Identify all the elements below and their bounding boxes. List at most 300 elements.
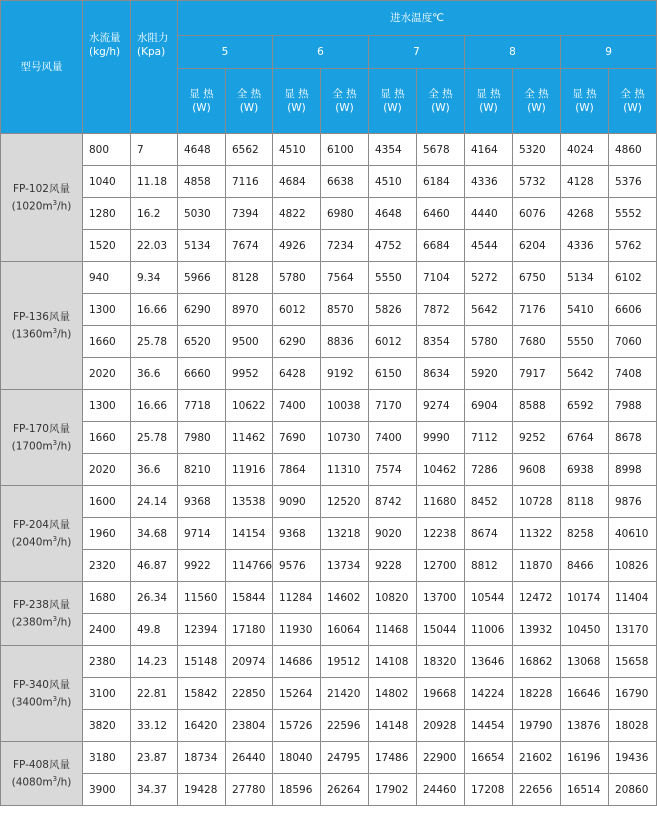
resistance-cell: 34.37 <box>131 774 178 806</box>
capacity-cell: 20928 <box>417 710 465 742</box>
capacity-cell: 11468 <box>369 614 417 646</box>
resistance-cell: 46.87 <box>131 550 178 582</box>
capacity-cell: 6660 <box>178 358 226 390</box>
model-cell <box>1 582 83 646</box>
header-total-unit: (W) <box>527 102 546 114</box>
header-model: 型号风量 <box>1 1 83 134</box>
capacity-cell: 8354 <box>417 326 465 358</box>
capacity-cell: 6150 <box>369 358 417 390</box>
header-total-label: 全 热 <box>236 88 262 100</box>
table-row <box>1 742 657 774</box>
table-row <box>1 198 657 230</box>
capacity-cell: 9228 <box>369 550 417 582</box>
capacity-cell: 26264 <box>321 774 369 806</box>
capacity-cell: 16064 <box>321 614 369 646</box>
capacity-cell: 6290 <box>178 294 226 326</box>
capacity-cell: 10462 <box>417 454 465 486</box>
airflow-exponent: 3 <box>52 534 58 543</box>
capacity-cell: 8258 <box>561 518 609 550</box>
capacity-cell: 7718 <box>178 390 226 422</box>
capacity-cell: 15842 <box>178 678 226 710</box>
capacity-cell: 13646 <box>465 646 513 678</box>
capacity-cell: 10544 <box>465 582 513 614</box>
capacity-cell: 8634 <box>417 358 465 390</box>
capacity-cell: 6980 <box>321 198 369 230</box>
header-flow <box>83 1 131 134</box>
airflow-exponent: 3 <box>52 694 58 703</box>
capacity-cell: 9368 <box>273 518 321 550</box>
model-name: FP-238风量 <box>13 598 70 611</box>
flow-cell: 2380 <box>83 646 131 678</box>
capacity-cell: 14108 <box>369 646 417 678</box>
resistance-cell: 49.8 <box>131 614 178 646</box>
capacity-cell: 10730 <box>321 422 369 454</box>
model-name: FP-170风量 <box>13 422 70 435</box>
capacity-cell: 22656 <box>513 774 561 806</box>
capacity-cell: 4024 <box>561 134 609 166</box>
capacity-cell: 5678 <box>417 134 465 166</box>
capacity-cell: 19428 <box>178 774 226 806</box>
capacity-cell: 4544 <box>465 230 513 262</box>
capacity-cell: 7574 <box>369 454 417 486</box>
capacity-cell: 40610 <box>609 518 657 550</box>
model-name: FP-408风量 <box>13 758 70 771</box>
capacity-cell: 15264 <box>273 678 321 710</box>
header-total-unit: (W) <box>431 102 450 114</box>
capacity-cell: 4128 <box>561 166 609 198</box>
table-row <box>1 774 657 806</box>
capacity-cell: 16654 <box>465 742 513 774</box>
header-temp-8: 8 <box>465 36 561 69</box>
table-row <box>1 454 657 486</box>
airflow-exponent: 3 <box>52 774 58 783</box>
flow-cell: 940 <box>83 262 131 294</box>
header-temp-7: 7 <box>369 36 465 69</box>
capacity-cell: 11930 <box>273 614 321 646</box>
capacity-cell: 5550 <box>561 326 609 358</box>
airflow-unit: /h) <box>57 200 72 213</box>
model-name: FP-102风量 <box>13 182 70 195</box>
capacity-cell: 20974 <box>226 646 273 678</box>
capacity-cell: 12394 <box>178 614 226 646</box>
capacity-cell: 14148 <box>369 710 417 742</box>
flow-cell: 1300 <box>83 294 131 326</box>
capacity-cell: 9608 <box>513 454 561 486</box>
capacity-cell: 21602 <box>513 742 561 774</box>
capacity-cell: 6290 <box>273 326 321 358</box>
flow-cell: 1040 <box>83 166 131 198</box>
capacity-cell: 8812 <box>465 550 513 582</box>
capacity-cell: 4354 <box>369 134 417 166</box>
capacity-cell: 7060 <box>609 326 657 358</box>
model-cell <box>1 646 83 742</box>
model-name: FP-136风量 <box>13 310 70 323</box>
capacity-cell: 27780 <box>226 774 273 806</box>
capacity-cell: 4510 <box>273 134 321 166</box>
capacity-cell: 8998 <box>609 454 657 486</box>
header-sensible-7 <box>369 69 417 134</box>
capacity-cell: 15844 <box>226 582 273 614</box>
header-resistance <box>131 1 178 134</box>
capacity-cell: 5030 <box>178 198 226 230</box>
header-sensible-unit: (W) <box>287 102 306 114</box>
header-total-9 <box>609 69 657 134</box>
capacity-cell: 10728 <box>513 486 561 518</box>
table-body <box>1 134 657 806</box>
capacity-cell: 21420 <box>321 678 369 710</box>
capacity-cell: 9952 <box>226 358 273 390</box>
model-cell <box>1 134 83 262</box>
capacity-cell: 7234 <box>321 230 369 262</box>
table-row <box>1 262 657 294</box>
header-sensible-6 <box>273 69 321 134</box>
capacity-cell: 7104 <box>417 262 465 294</box>
capacity-cell: 13170 <box>609 614 657 646</box>
capacity-cell: 9090 <box>273 486 321 518</box>
airflow-unit: /h) <box>57 440 72 453</box>
airflow-unit: /h) <box>57 616 72 629</box>
table-row <box>1 134 657 166</box>
capacity-cell: 10826 <box>609 550 657 582</box>
capacity-cell: 5780 <box>273 262 321 294</box>
airflow-value: (1020m <box>11 200 53 213</box>
resistance-cell: 23.87 <box>131 742 178 774</box>
capacity-cell: 4858 <box>178 166 226 198</box>
capacity-cell: 11916 <box>226 454 273 486</box>
capacity-cell: 4860 <box>609 134 657 166</box>
capacity-cell: 19436 <box>609 742 657 774</box>
capacity-cell: 10174 <box>561 582 609 614</box>
capacity-cell: 12238 <box>417 518 465 550</box>
capacity-cell: 16862 <box>513 646 561 678</box>
header-total-label: 全 热 <box>332 88 357 100</box>
capacity-cell: 13538 <box>226 486 273 518</box>
header-temp-9: 9 <box>561 36 657 69</box>
header-sensible-9 <box>561 69 609 134</box>
capacity-cell: 7980 <box>178 422 226 454</box>
capacity-cell: 14802 <box>369 678 417 710</box>
capacity-cell: 4440 <box>465 198 513 230</box>
model-cell <box>1 742 83 806</box>
capacity-cell: 18028 <box>609 710 657 742</box>
capacity-cell: 8588 <box>513 390 561 422</box>
capacity-cell: 13218 <box>321 518 369 550</box>
capacity-cell: 7112 <box>465 422 513 454</box>
capacity-cell: 6750 <box>513 262 561 294</box>
header-total-unit: (W) <box>335 102 354 114</box>
header-total-label: 全 热 <box>428 88 453 100</box>
table-row <box>1 166 657 198</box>
capacity-cell: 4510 <box>369 166 417 198</box>
capacity-cell: 11870 <box>513 550 561 582</box>
capacity-cell: 11284 <box>273 582 321 614</box>
capacity-cell: 7674 <box>226 230 273 262</box>
capacity-cell: 9274 <box>417 390 465 422</box>
resistance-cell: 16.66 <box>131 390 178 422</box>
capacity-cell: 10820 <box>369 582 417 614</box>
capacity-cell: 20860 <box>609 774 657 806</box>
resistance-cell: 33.12 <box>131 710 178 742</box>
flow-cell: 1660 <box>83 326 131 358</box>
capacity-cell: 5732 <box>513 166 561 198</box>
table-row <box>1 230 657 262</box>
resistance-cell: 7 <box>131 134 178 166</box>
capacity-cell: 7170 <box>369 390 417 422</box>
capacity-cell: 11680 <box>417 486 465 518</box>
capacity-cell: 6904 <box>465 390 513 422</box>
airflow-value: (1360m <box>11 328 53 341</box>
capacity-cell: 19790 <box>513 710 561 742</box>
capacity-cell: 10622 <box>226 390 273 422</box>
flow-cell: 1520 <box>83 230 131 262</box>
capacity-cell: 7988 <box>609 390 657 422</box>
capacity-cell: 18040 <box>273 742 321 774</box>
resistance-cell: 34.68 <box>131 518 178 550</box>
capacity-cell: 13876 <box>561 710 609 742</box>
airflow-value: (2380m <box>11 616 53 629</box>
capacity-cell: 9922 <box>178 550 226 582</box>
capacity-cell: 6184 <box>417 166 465 198</box>
resistance-cell: 36.6 <box>131 454 178 486</box>
airflow-unit: /h) <box>57 696 72 709</box>
header-resistance-unit: (Kpa) <box>137 46 166 58</box>
capacity-cell: 6100 <box>321 134 369 166</box>
capacity-cell: 9500 <box>226 326 273 358</box>
airflow-exponent: 3 <box>52 438 58 447</box>
capacity-cell: 8674 <box>465 518 513 550</box>
capacity-cell: 8678 <box>609 422 657 454</box>
capacity-cell: 18228 <box>513 678 561 710</box>
header-sensible-unit: (W) <box>575 102 594 114</box>
table-row <box>1 294 657 326</box>
airflow-value: (3400m <box>11 696 53 709</box>
capacity-cell: 22900 <box>417 742 465 774</box>
header-sensible-label: 显 热 <box>572 88 597 100</box>
capacity-cell: 19668 <box>417 678 465 710</box>
table-row <box>1 710 657 742</box>
header-total-label: 全 热 <box>620 88 645 100</box>
capacity-cell: 7564 <box>321 262 369 294</box>
capacity-cell: 16514 <box>561 774 609 806</box>
capacity-cell: 5966 <box>178 262 226 294</box>
capacity-cell: 7176 <box>513 294 561 326</box>
capacity-cell: 4164 <box>465 134 513 166</box>
capacity-cell: 17902 <box>369 774 417 806</box>
header-temp-5: 5 <box>178 36 273 69</box>
capacity-cell: 22596 <box>321 710 369 742</box>
flow-cell: 2020 <box>83 358 131 390</box>
capacity-cell: 7116 <box>226 166 273 198</box>
capacity-cell: 13068 <box>561 646 609 678</box>
header-sensible-label: 显 热 <box>476 88 501 100</box>
capacity-cell: 5780 <box>465 326 513 358</box>
capacity-cell: 6012 <box>273 294 321 326</box>
flow-cell: 1600 <box>83 486 131 518</box>
header-resistance-label: 水阻力 <box>137 32 169 44</box>
capacity-cell: 6764 <box>561 422 609 454</box>
capacity-cell: 23804 <box>226 710 273 742</box>
capacity-cell: 5320 <box>513 134 561 166</box>
capacity-cell: 8128 <box>226 262 273 294</box>
resistance-cell: 22.03 <box>131 230 178 262</box>
capacity-cell: 6102 <box>609 262 657 294</box>
header-temp-6: 6 <box>273 36 369 69</box>
capacity-cell: 6428 <box>273 358 321 390</box>
capacity-cell: 11310 <box>321 454 369 486</box>
table-row <box>1 614 657 646</box>
header-total-6 <box>321 69 369 134</box>
resistance-cell: 24.14 <box>131 486 178 518</box>
capacity-cell: 8570 <box>321 294 369 326</box>
capacity-cell: 114766 <box>226 550 273 582</box>
capacity-cell: 24460 <box>417 774 465 806</box>
capacity-cell: 17180 <box>226 614 273 646</box>
capacity-cell: 7690 <box>273 422 321 454</box>
airflow-value: (2040m <box>11 536 53 549</box>
capacity-cell: 6938 <box>561 454 609 486</box>
capacity-cell: 6562 <box>226 134 273 166</box>
capacity-cell: 7864 <box>273 454 321 486</box>
capacity-cell: 15148 <box>178 646 226 678</box>
header-sensible-unit: (W) <box>383 102 402 114</box>
resistance-cell: 26.34 <box>131 582 178 614</box>
capacity-cell: 5762 <box>609 230 657 262</box>
table-row <box>1 582 657 614</box>
resistance-cell: 11.18 <box>131 166 178 198</box>
capacity-cell: 8118 <box>561 486 609 518</box>
capacity-cell: 8970 <box>226 294 273 326</box>
header-sensible-5 <box>178 69 226 134</box>
resistance-cell: 9.34 <box>131 262 178 294</box>
capacity-cell: 14154 <box>226 518 273 550</box>
capacity-cell: 9192 <box>321 358 369 390</box>
header-sensible-8 <box>465 69 513 134</box>
capacity-cell: 5410 <box>561 294 609 326</box>
airflow-exponent: 3 <box>52 198 58 207</box>
resistance-cell: 16.66 <box>131 294 178 326</box>
capacity-cell: 5550 <box>369 262 417 294</box>
capacity-cell: 18320 <box>417 646 465 678</box>
table-row <box>1 486 657 518</box>
flow-cell: 1280 <box>83 198 131 230</box>
capacity-cell: 8742 <box>369 486 417 518</box>
capacity-cell: 5642 <box>561 358 609 390</box>
flow-cell: 3180 <box>83 742 131 774</box>
capacity-cell: 10450 <box>561 614 609 646</box>
capacity-cell: 7394 <box>226 198 273 230</box>
header-total-5 <box>226 69 273 134</box>
flow-cell: 2020 <box>83 454 131 486</box>
capacity-cell: 16646 <box>561 678 609 710</box>
table-row <box>1 422 657 454</box>
header-water-temp: 进水温度℃ <box>178 1 657 36</box>
capacity-cell: 10038 <box>321 390 369 422</box>
capacity-cell: 8466 <box>561 550 609 582</box>
model-name: FP-340风量 <box>13 678 70 691</box>
capacity-cell: 4684 <box>273 166 321 198</box>
table-row <box>1 678 657 710</box>
capacity-cell: 8836 <box>321 326 369 358</box>
header-total-7 <box>417 69 465 134</box>
airflow-unit: /h) <box>57 536 72 549</box>
airflow-value: (1700m <box>11 440 53 453</box>
capacity-cell: 5642 <box>465 294 513 326</box>
capacity-cell: 13734 <box>321 550 369 582</box>
capacity-cell: 4268 <box>561 198 609 230</box>
capacity-cell: 7917 <box>513 358 561 390</box>
capacity-cell: 11322 <box>513 518 561 550</box>
capacity-cell: 12472 <box>513 582 561 614</box>
model-cell <box>1 262 83 390</box>
capacity-cell: 6638 <box>321 166 369 198</box>
capacity-cell: 14686 <box>273 646 321 678</box>
capacity-cell: 5376 <box>609 166 657 198</box>
flow-cell: 1960 <box>83 518 131 550</box>
resistance-cell: 25.78 <box>131 326 178 358</box>
capacity-cell: 24795 <box>321 742 369 774</box>
capacity-cell: 15044 <box>417 614 465 646</box>
capacity-cell: 18596 <box>273 774 321 806</box>
capacity-cell: 7286 <box>465 454 513 486</box>
capacity-cell: 19512 <box>321 646 369 678</box>
capacity-cell: 16790 <box>609 678 657 710</box>
capacity-cell: 4336 <box>561 230 609 262</box>
airflow-exponent: 3 <box>52 326 58 335</box>
model-name: FP-204风量 <box>13 518 70 531</box>
capacity-cell: 9576 <box>273 550 321 582</box>
capacity-cell: 13700 <box>417 582 465 614</box>
capacity-cell: 6460 <box>417 198 465 230</box>
header-total-unit: (W) <box>623 102 642 114</box>
capacity-cell: 5134 <box>178 230 226 262</box>
capacity-cell: 6076 <box>513 198 561 230</box>
capacity-cell: 6606 <box>609 294 657 326</box>
table-row <box>1 646 657 678</box>
capacity-cell: 6204 <box>513 230 561 262</box>
header-sensible-label: 显 热 <box>189 88 214 100</box>
flow-cell: 3100 <box>83 678 131 710</box>
resistance-cell: 25.78 <box>131 422 178 454</box>
table-row <box>1 326 657 358</box>
capacity-cell: 16196 <box>561 742 609 774</box>
capacity-cell: 26440 <box>226 742 273 774</box>
airflow-unit: /h) <box>57 328 72 341</box>
model-cell <box>1 390 83 486</box>
capacity-cell: 4822 <box>273 198 321 230</box>
header-sensible-unit: (W) <box>479 102 498 114</box>
capacity-cell: 4648 <box>369 198 417 230</box>
header-sensible-unit: (W) <box>192 102 211 114</box>
capacity-cell: 9368 <box>178 486 226 518</box>
airflow-exponent: 3 <box>52 614 58 623</box>
header-total-unit: (W) <box>239 102 259 114</box>
capacity-cell: 15658 <box>609 646 657 678</box>
capacity-cell: 4926 <box>273 230 321 262</box>
capacity-cell: 11462 <box>226 422 273 454</box>
flow-cell: 3820 <box>83 710 131 742</box>
capacity-cell: 9020 <box>369 518 417 550</box>
capacity-cell: 22850 <box>226 678 273 710</box>
capacity-cell: 16420 <box>178 710 226 742</box>
capacity-cell: 5272 <box>465 262 513 294</box>
table-row <box>1 518 657 550</box>
capacity-cell: 5552 <box>609 198 657 230</box>
header-flow-unit: (kg/h) <box>89 46 121 58</box>
capacity-cell: 9990 <box>417 422 465 454</box>
flow-cell: 3900 <box>83 774 131 806</box>
capacity-cell: 9252 <box>513 422 561 454</box>
flow-cell: 1300 <box>83 390 131 422</box>
